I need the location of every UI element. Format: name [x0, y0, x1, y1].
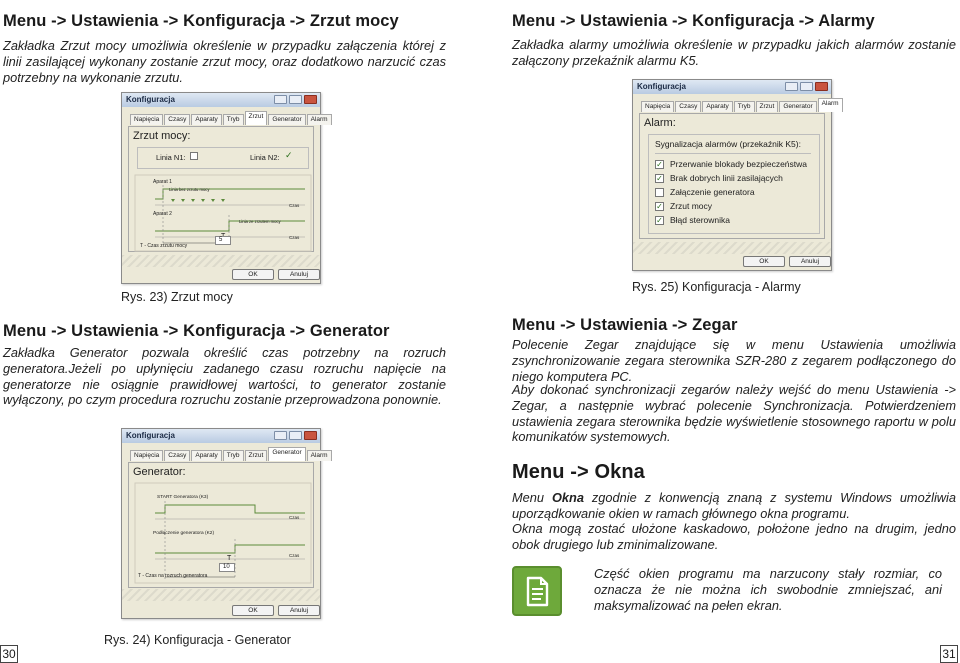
linia-n2-label: Linia N2:	[250, 153, 280, 162]
status-strip	[633, 242, 831, 254]
zrzut-figure-caption: Rys. 23) Zrzut mocy	[121, 290, 233, 304]
status-strip	[122, 589, 320, 601]
czas2-label: Czas	[289, 235, 300, 240]
tab-aparaty[interactable]: Aparaty	[191, 114, 221, 125]
tab-czasy[interactable]: Czasy	[164, 114, 190, 125]
close-icon[interactable]	[815, 82, 828, 91]
tab-bar	[633, 94, 839, 114]
tz-legend: T - Czas zrzutu mocy	[140, 243, 188, 249]
alarm-dialog	[632, 79, 839, 271]
tab-alarm[interactable]: Alarm	[307, 450, 332, 461]
checkbox-checked-icon[interactable]: ✓	[656, 215, 663, 225]
panel-title: Alarm:	[644, 117, 676, 129]
okna-text-pre: Menu	[512, 490, 552, 505]
tz-value-input[interactable]: 5	[215, 236, 231, 245]
tab-bar	[122, 443, 328, 463]
aparat1-label: Aparat 1	[153, 179, 172, 185]
tab-tryb[interactable]: Tryb	[734, 101, 755, 112]
okna-note: Część okien programu ma narzucony stały rozmiar, co oznacza że nie można ich swobodnie zmniejszać, ani maksymalizować na pełen ekran.	[594, 566, 942, 613]
aparat2-note: Linia ze zrzutem mocy	[239, 219, 281, 224]
line-selection-group	[137, 147, 309, 169]
alarmy-section-title: Menu -> Ustawienia -> Konfiguracja -> Alarmy	[512, 12, 875, 30]
alarm-group-title: Sygnalizacja alarmów (przekaźnik K5):	[655, 139, 801, 149]
alarmy-figure-caption: Rys. 25) Konfiguracja - Alarmy	[632, 280, 801, 294]
tab-aparaty[interactable]: Aparaty	[702, 101, 732, 112]
generator-dialog	[121, 428, 328, 619]
minimize-icon[interactable]	[274, 431, 287, 440]
checkbox-checked-icon[interactable]: ✓	[656, 159, 663, 169]
zrzut-section-title: Menu -> Ustawienia -> Konfiguracja -> Zrzut mocy	[3, 12, 399, 30]
t-label: T	[227, 555, 232, 562]
tab-zrzut[interactable]: Zrzut	[245, 111, 268, 125]
alarm-panel	[639, 113, 825, 239]
tab-napiecia[interactable]: Napięcia	[641, 101, 674, 112]
alarm-item-label: Załączenie generatora	[670, 187, 755, 197]
alarm-item-label: Zrzut mocy	[670, 201, 713, 211]
start-generator-label: START Generatora (K3)	[157, 495, 209, 500]
tab-zrzut[interactable]: Zrzut	[756, 101, 779, 112]
zrzut-panel	[128, 126, 314, 252]
okna-description-2: Okna mogą zostać ułożone kaskadowo, położone jedno na drugim, jedno obok drugiego lub zminimalizowane.	[512, 521, 956, 552]
tab-generator[interactable]: Generator	[268, 114, 305, 125]
close-icon[interactable]	[304, 431, 317, 440]
okna-description-1	[512, 490, 956, 522]
dialog-title-bar	[633, 80, 831, 94]
status-strip	[122, 255, 320, 267]
close-icon[interactable]	[304, 95, 317, 104]
dialog-title-bar	[122, 429, 320, 443]
minimize-icon[interactable]	[274, 95, 287, 104]
alarm-item-przerwanie[interactable]	[655, 157, 811, 171]
linia-n2-checkbox[interactable]: ✓	[285, 150, 293, 160]
minimize-icon[interactable]	[785, 82, 798, 91]
alarm-item-label: Błąd sterownika	[670, 215, 731, 225]
zrzut-description: Zakładka Zrzut mocy umożliwia określenie w przypadku załączenia której z linii zasilającej wykonany zostanie zrzut mocy, oraz dodatkowo narzucić czas potrzebny na wykonanie zrzutu.	[3, 38, 446, 85]
tab-generator[interactable]: Generator	[779, 101, 816, 112]
tab-alarm[interactable]: Alarm	[307, 114, 332, 125]
podlaczenie-generator-label: Podłączenie generatora (K2)	[153, 531, 215, 536]
checkbox-checked-icon[interactable]: ✓	[656, 173, 663, 183]
linia-n1-label: Linia N1:	[156, 153, 186, 162]
checkbox-checked-icon[interactable]: ✓	[656, 201, 663, 211]
cancel-button[interactable]: Anuluj	[278, 605, 320, 616]
page-number-right: 31	[940, 645, 958, 663]
tab-zrzut[interactable]: Zrzut	[245, 450, 268, 461]
alarm-item-label: Brak dobrych linii zasilających	[670, 173, 783, 183]
alarm-item-label: Przerwanie blokady bezpieczeństwa	[670, 159, 808, 169]
t-value-input[interactable]: 10	[219, 563, 235, 572]
tab-napiecia[interactable]: Napięcia	[130, 450, 163, 461]
alarm-signals-group	[648, 134, 820, 234]
dialog-title: Konfiguracja	[126, 431, 175, 440]
aparat1-note: Linia bez zrzutu mocy	[169, 187, 210, 192]
tab-czasy[interactable]: Czasy	[164, 450, 190, 461]
ok-button[interactable]: OK	[232, 605, 274, 616]
alarm-item-blad[interactable]	[655, 213, 811, 227]
t-legend: T - Czas na rozruch generatora	[138, 573, 208, 579]
alarm-item-generator[interactable]	[655, 185, 811, 199]
dialog-title: Konfiguracja	[637, 82, 686, 91]
tab-aparaty[interactable]: Aparaty	[191, 450, 221, 461]
czas1-label: Czas	[289, 203, 300, 208]
okna-text-bold: Okna	[551, 490, 584, 505]
zegar-description-2: Aby dokonać synchronizacji zegarów należy wejść do menu Ustawienia -> Zegar, a następnie wybrać polecenie Synchronizacja. Potwierdzeniem ustawienia zegara sterownika będzie wyświetlenie stosownego raportu w polu komunikatów systemowych.	[512, 382, 956, 445]
maximize-icon[interactable]	[289, 95, 302, 104]
generator-figure-caption: Rys. 24) Konfiguracja - Generator	[104, 633, 291, 647]
tab-alarm[interactable]: Alarm	[818, 98, 843, 112]
tab-czasy[interactable]: Czasy	[675, 101, 701, 112]
alarm-item-brak-linii[interactable]	[655, 171, 811, 185]
dialog-title: Konfiguracja	[126, 95, 175, 104]
ok-button[interactable]: OK	[232, 269, 274, 280]
panel-title: Zrzut mocy:	[133, 130, 191, 142]
tab-generator[interactable]: Generator	[268, 447, 305, 461]
dialog-title-bar	[122, 93, 320, 107]
tab-tryb[interactable]: Tryb	[223, 450, 244, 461]
alarmy-description: Zakładka alarmy umożliwia określenie w przypadku jakich alarmów zostanie załączony przekaźnik alarmu K5.	[512, 37, 956, 68]
ok-button[interactable]: OK	[743, 256, 785, 267]
zegar-section-title: Menu -> Ustawienia -> Zegar	[512, 316, 738, 334]
okna-text-post: zgodnie z konwencją znaną z systemu Windows umożliwia uporządkowanie okien w ramach głównego okna programu.	[512, 490, 956, 521]
zegar-description-1: Polecenie Zegar znajdujące się w menu Ustawienia umożliwia zsynchronizowanie zegara sterownika SZR-280 z zegarem podłączonego do niego komputera PC.	[512, 337, 956, 384]
checkbox-unchecked-icon[interactable]	[655, 188, 664, 197]
aparat2-label: Aparat 2	[153, 211, 172, 217]
maximize-icon[interactable]	[800, 82, 813, 91]
page-number-left: 30	[0, 645, 18, 663]
linia-n1-checkbox[interactable]	[190, 152, 198, 160]
cancel-button[interactable]: Anuluj	[789, 256, 831, 267]
tab-tryb[interactable]: Tryb	[223, 114, 244, 125]
document-icon	[512, 566, 562, 616]
panel-title: Generator:	[133, 466, 186, 478]
cancel-button[interactable]: Anuluj	[278, 269, 320, 280]
zrzut-dialog	[121, 92, 328, 284]
maximize-icon[interactable]	[289, 431, 302, 440]
tab-napiecia[interactable]: Napięcia	[130, 114, 163, 125]
czas1-label: Czas	[289, 515, 300, 520]
generator-section-title: Menu -> Ustawienia -> Konfiguracja -> Generator	[3, 322, 390, 340]
czas2-label: Czas	[289, 553, 300, 558]
generator-description: Zakładka Generator pozwala określić czas potrzebny na rozruch generatora.Jeżeli po upłynięciu zadanego czasu rozruchu napięcie na generatorze nie osiągnie prawidłowej wartości, to generator zostanie wyłączony, po czym procedura rozruchu zostanie przeprowadzona ponownie.	[3, 345, 446, 408]
tab-bar	[122, 107, 328, 127]
alarm-item-zrzut[interactable]	[655, 199, 811, 213]
okna-section-title: Menu -> Okna	[512, 461, 645, 483]
